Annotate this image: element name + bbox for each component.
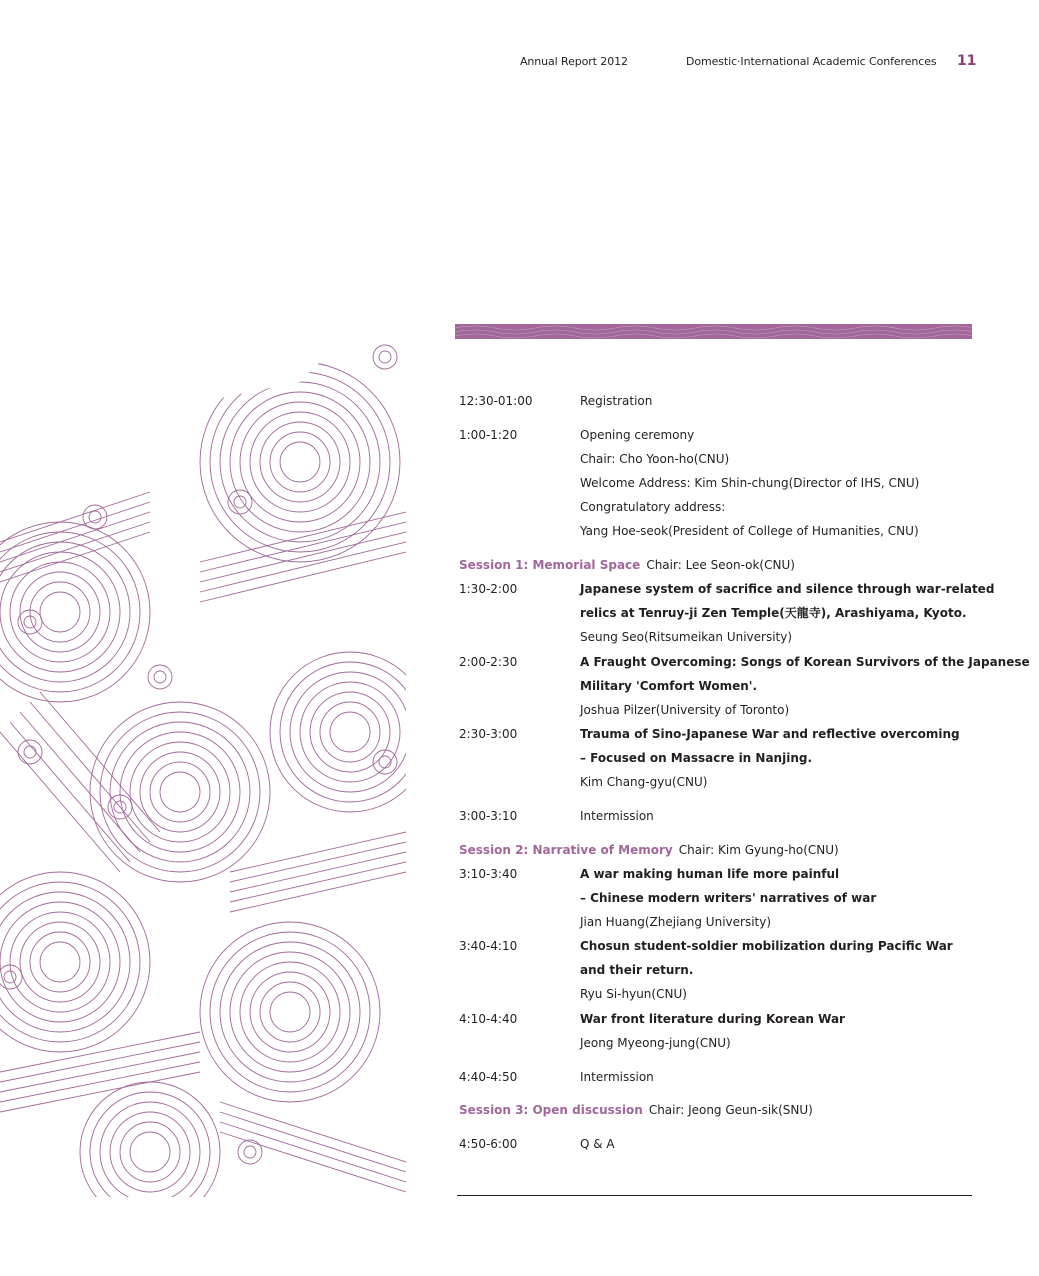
event-detail: Yang Hoe-seok(President of College of Humanities, CNU)	[580, 524, 919, 538]
time-slot: 4:50-6:00	[459, 1137, 518, 1151]
talk-title: and their return.	[580, 963, 694, 977]
speaker: Jian Huang(Zhejiang University)	[580, 915, 772, 929]
time-slot: 3:00-3:10	[459, 809, 518, 823]
header-report-title: Annual Report 2012	[520, 55, 628, 68]
speaker: Joshua Pilzer(University of Toronto)	[580, 703, 790, 717]
talk-title: War front literature during Korean War	[580, 1012, 845, 1026]
event-title: Intermission	[580, 809, 654, 823]
event-detail: Congratulatory address:	[580, 500, 726, 514]
bottom-rule	[457, 1195, 972, 1196]
time-slot: 2:30-3:00	[459, 727, 518, 741]
session-label: Session 1: Memorial Space	[459, 558, 641, 572]
talk-title: relics at Tenruy-ji Zen Temple(天龍寺), Arashiyama, Kyoto.	[580, 606, 967, 620]
time-slot: 12:30-01:00	[459, 394, 533, 408]
talk-title: Military 'Comfort Women'.	[580, 679, 758, 693]
event-title: Registration	[580, 394, 653, 408]
session-chair: Chair: Lee Seon-ok(CNU)	[646, 558, 795, 572]
session-heading	[459, 553, 795, 577]
speaker: Jeong Myeong-jung(CNU)	[580, 1036, 731, 1050]
page-number: 11	[957, 53, 977, 69]
session-heading	[459, 1098, 813, 1122]
speaker: Ryu Si-hyun(CNU)	[580, 987, 687, 1001]
header-section-title: Domestic·International Academic Conferences	[686, 55, 937, 68]
talk-title: – Focused on Massacre in Nanjing.	[580, 751, 813, 765]
talk-title: A war making human life more painful	[580, 867, 840, 881]
event-detail: Welcome Address: Kim Shin-chung(Director of IHS, CNU)	[580, 476, 920, 490]
time-slot: 4:10-4:40	[459, 1012, 518, 1026]
decorative-wave-pattern	[0, 312, 406, 1197]
event-detail: Chair: Cho Yoon-ho(CNU)	[580, 452, 730, 466]
session-label: Session 2: Narrative of Memory	[459, 843, 673, 857]
time-slot: 1:00-1:20	[459, 428, 518, 442]
time-slot: 2:00-2:30	[459, 655, 518, 669]
time-slot: 3:10-3:40	[459, 867, 518, 881]
session-heading	[459, 838, 839, 862]
speaker: Seung Seo(Ritsumeikan University)	[580, 630, 793, 644]
event-title: Intermission	[580, 1070, 654, 1084]
time-slot: 4:40-4:50	[459, 1070, 518, 1084]
event-title: Opening ceremony	[580, 428, 695, 442]
session-label: Session 3: Open discussion	[459, 1103, 643, 1117]
time-slot: 1:30-2:00	[459, 582, 518, 596]
session-chair: Chair: Kim Gyung-ho(CNU)	[678, 843, 839, 857]
talk-title: Japanese system of sacrifice and silence through war-related	[580, 582, 995, 596]
time-slot: 3:40-4:10	[459, 939, 518, 953]
session-chair: Chair: Jeong Geun-sik(SNU)	[648, 1103, 813, 1117]
talk-title: A Fraught Overcoming: Songs of Korean Survivors of the Japanese	[580, 655, 1030, 669]
talk-title: Trauma of Sino-Japanese War and reflective overcoming	[580, 727, 960, 741]
event-title: Q & A	[580, 1137, 615, 1151]
section-header-bar	[455, 324, 972, 339]
talk-title: Chosun student-soldier mobilization during Pacific War	[580, 939, 953, 953]
talk-title: – Chinese modern writers' narratives of war	[580, 891, 877, 905]
speaker: Kim Chang-gyu(CNU)	[580, 775, 708, 789]
